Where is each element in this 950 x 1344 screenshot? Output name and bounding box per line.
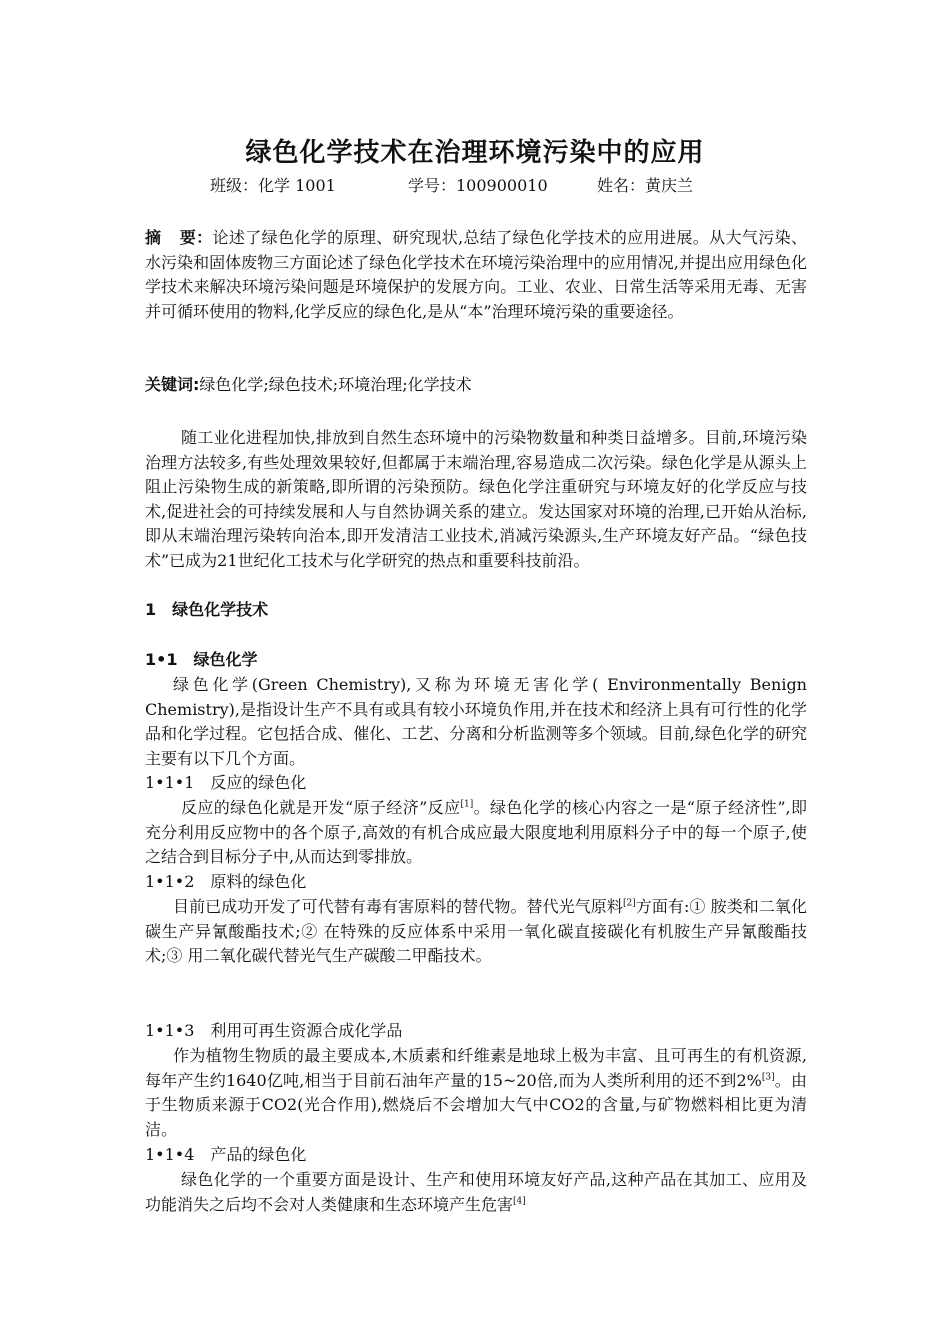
- keywords-text: 绿色化学;绿色技术;环境治理;化学技术: [199, 375, 472, 394]
- section-1-1-1-text-a: 反应的绿色化就是开发“原子经济”反应: [181, 798, 461, 817]
- keywords-line: [145, 373, 807, 398]
- section-1-1-3-paragraph: [145, 1044, 807, 1142]
- section-1-title: 绿色化学技术: [172, 600, 269, 619]
- section-1-number: 1: [145, 600, 157, 619]
- reference-2: [2]: [622, 898, 636, 909]
- section-1-1-3-text-a: 作为植物生物质的最主要成本,木质素和纤维素是地球上极为丰富、且可再生的有机资源,每年产生约1640亿吨,相当于目前石油年产量的15~20倍,而为人类所利用的还不到2%: [145, 1046, 807, 1090]
- student-name-info: 姓名：黄庆兰: [597, 176, 694, 195]
- section-1-1-4-heading: 1•1•4 产品的绿色化: [145, 1145, 307, 1164]
- abstract-label-2: 要：: [179, 228, 213, 247]
- section-1-1-4-text-a: 绿色化学的一个重要方面是设计、生产和使用环境友好产品,这种产品在其加工、应用及功能消失之后均不会对人类健康和生态环境产生危害: [145, 1170, 807, 1214]
- class-info: 班级：化学 1001: [210, 176, 336, 195]
- reference-3: [3]: [761, 1072, 775, 1083]
- section-1-1-heading: [145, 648, 258, 672]
- student-id-info: 学号：100900010: [408, 176, 548, 195]
- section-1-1-1-paragraph: [145, 796, 807, 870]
- abstract-text: 论述了绿色化学的原理、研究现状,总结了绿色化学技术的应用进展。从大气污染、水污染和固体废物三方面论述了绿色化学技术在环境污染治理中的应用情况,并提出应用绿色化学技术来解决环境污染问题是环境保护的发展方向。工业、农业、日常生活等采用无毒、无害并可循环使用的物料,化学反应的绿色化,是从“本”治理环境污染的重要途径。: [145, 228, 807, 321]
- section-1-1-2-heading: 1•1•2 原料的绿色化: [145, 872, 307, 891]
- keywords-label: 关键词:: [145, 375, 200, 394]
- section-1-1-1-heading: 1•1•1 反应的绿色化: [145, 773, 307, 792]
- section-1-1-2-text-a: 目前已成功开发了可代替有毒有害原料的替代物。替代光气原料: [173, 897, 623, 916]
- abstract-label-1: 摘: [145, 228, 162, 247]
- intro-paragraph: 随工业化进程加快,排放到自然生态环境中的污染物数量和种类日益增多。目前,环境污染治理方法较多,有些处理效果较好,但都属于末端治理,容易造成二次污染。绿色化学是从源头上阻止污染物生成的新策略,即所谓的污染预防。绿色化学注重研究与环境友好的化学反应与技术,促进社会的可持续发展和人与自然协调关系的建立。发达国家对环境的治理,已开始从治标,即从末端治理污染转向治本,即开发清洁工业技术,消减污染源头,生产环境友好产品。“绿色技术”已成为21世纪化工技术与化学研究的热点和重要科技前沿。: [145, 428, 807, 570]
- section-1-1-2-paragraph: [145, 895, 807, 969]
- section-1-1-3-heading: 1•1•3 利用可再生资源合成化学品: [145, 1021, 403, 1040]
- section-1-1-paragraph: 绿色化学(Green Chemistry),又称为环境无害化学( Environmentally Benign Chemistry),是指设计生产不具有或具有较小环境负作用,并在技术和经济上具有可行性的化学品和化学过程。它包括合成、催化、工艺、分离和分析监测等多个领域。目前,绿色化学的研究主要有以下几个方面。: [145, 675, 807, 768]
- reference-4: [4]: [513, 1196, 526, 1207]
- section-1-1-3-text-b: 。由于生物质来源于CO2(光合作用),燃烧后不会增加大气中CO2的含量,与矿物燃料相比更为清洁。: [145, 1070, 807, 1139]
- section-1-1-number: 1•1: [145, 650, 178, 669]
- reference-1: [1]: [460, 799, 474, 810]
- section-1-1-4-paragraph: [145, 1168, 807, 1217]
- section-1-1-1-text-b: 。绿色化学的核心内容之一是“原子经济性”,即充分利用反应物中的各个原子,高效的有机合成应最大限度地利用原料分子中的每一个原子,使之结合到目标分子中,从而达到零排放。: [145, 798, 807, 866]
- paper-title: 绿色化学技术在治理环境污染中的应用: [245, 138, 705, 168]
- section-1-1-2-text-b: 方面有:① 胺类和二氧化碳生产异氰酸酯技术;② 在特殊的反应体系中采用一氧化碳直接碳化有机胺生产异氰酸酯技术;③ 用二氧化碳代替光气生产碳酸二甲酯技术。: [145, 897, 807, 965]
- abstract-paragraph: [145, 226, 807, 324]
- section-1-1-title: 绿色化学: [193, 650, 258, 669]
- section-1-heading: [145, 598, 268, 622]
